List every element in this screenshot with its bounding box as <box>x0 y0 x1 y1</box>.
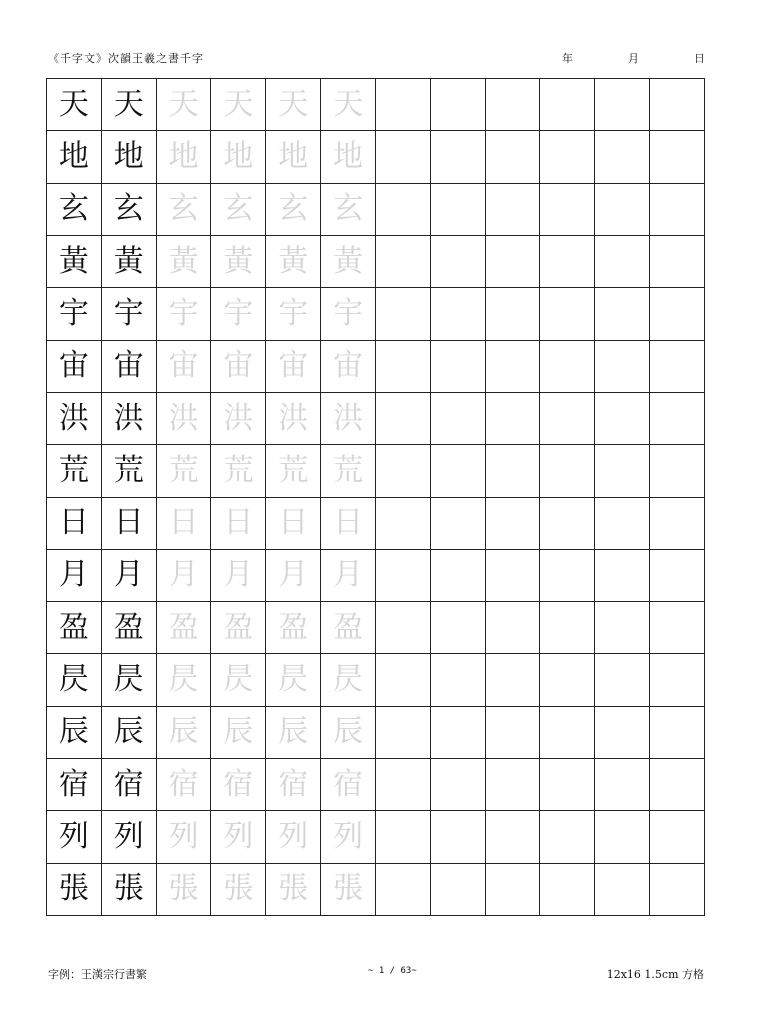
reference-character: 玄 <box>47 184 102 236</box>
trace-character: 荒 <box>211 445 266 497</box>
sample-character: 辰 <box>102 707 157 759</box>
trace-character: 黃 <box>157 236 212 288</box>
empty-practice-cell <box>431 445 486 497</box>
empty-practice-cell <box>650 236 705 288</box>
empty-practice-cell <box>431 759 486 811</box>
empty-practice-cell <box>486 445 541 497</box>
empty-practice-cell <box>376 707 431 759</box>
reference-character: 日 <box>47 498 102 550</box>
sample-character: 宇 <box>102 288 157 340</box>
page-footer <box>48 966 704 982</box>
trace-character: 宙 <box>266 341 321 393</box>
trace-character: 洪 <box>266 393 321 445</box>
empty-practice-cell <box>540 811 595 863</box>
page-header <box>48 50 704 68</box>
trace-character: 辰 <box>211 707 266 759</box>
trace-character: 張 <box>321 864 376 916</box>
trace-character: 昃 <box>266 654 321 706</box>
trace-character: 玄 <box>157 184 212 236</box>
trace-character: 列 <box>321 811 376 863</box>
trace-character: 昃 <box>321 654 376 706</box>
trace-character: 列 <box>211 811 266 863</box>
empty-practice-cell <box>486 602 541 654</box>
empty-practice-cell <box>486 236 541 288</box>
date-month-label: 月 <box>628 52 639 65</box>
font-example-label: 字例：王漢宗行書繁 <box>48 968 147 981</box>
empty-practice-cell <box>486 393 541 445</box>
trace-character: 日 <box>157 498 212 550</box>
trace-character: 宿 <box>211 759 266 811</box>
empty-practice-cell <box>540 759 595 811</box>
practice-grid <box>46 78 705 916</box>
trace-character: 天 <box>321 79 376 131</box>
empty-practice-cell <box>595 550 650 602</box>
trace-character: 黃 <box>321 236 376 288</box>
empty-practice-cell <box>540 393 595 445</box>
empty-practice-cell <box>595 864 650 916</box>
trace-character: 月 <box>211 550 266 602</box>
sample-character: 日 <box>102 498 157 550</box>
trace-character: 天 <box>157 79 212 131</box>
empty-practice-cell <box>595 131 650 183</box>
sample-character: 宙 <box>102 341 157 393</box>
empty-practice-cell <box>431 864 486 916</box>
empty-practice-cell <box>376 445 431 497</box>
empty-practice-cell <box>376 654 431 706</box>
empty-practice-cell <box>540 288 595 340</box>
sample-character: 地 <box>102 131 157 183</box>
empty-practice-cell <box>376 393 431 445</box>
date-year-label: 年 <box>562 52 573 65</box>
empty-practice-cell <box>595 759 650 811</box>
sample-character: 宿 <box>102 759 157 811</box>
empty-practice-cell <box>486 707 541 759</box>
empty-practice-cell <box>595 288 650 340</box>
reference-character: 地 <box>47 131 102 183</box>
empty-practice-cell <box>650 759 705 811</box>
sample-character: 盈 <box>102 602 157 654</box>
empty-practice-cell <box>486 79 541 131</box>
sample-character: 昃 <box>102 654 157 706</box>
sample-character: 張 <box>102 864 157 916</box>
empty-practice-cell <box>486 811 541 863</box>
empty-practice-cell <box>376 498 431 550</box>
trace-character: 玄 <box>266 184 321 236</box>
empty-practice-cell <box>650 602 705 654</box>
empty-practice-cell <box>431 498 486 550</box>
trace-character: 張 <box>266 864 321 916</box>
trace-character: 宇 <box>321 288 376 340</box>
grid-spec-label: 12x16 1.5cm 方格 <box>606 968 704 981</box>
trace-character: 月 <box>157 550 212 602</box>
date-day-label: 日 <box>694 52 705 65</box>
reference-character: 盈 <box>47 602 102 654</box>
trace-character: 昃 <box>157 654 212 706</box>
trace-character: 地 <box>157 131 212 183</box>
empty-practice-cell <box>431 602 486 654</box>
empty-practice-cell <box>595 445 650 497</box>
empty-practice-cell <box>650 707 705 759</box>
empty-practice-cell <box>650 131 705 183</box>
empty-practice-cell <box>376 131 431 183</box>
trace-character: 宿 <box>266 759 321 811</box>
empty-practice-cell <box>431 811 486 863</box>
reference-character: 洪 <box>47 393 102 445</box>
empty-practice-cell <box>540 79 595 131</box>
reference-character: 黃 <box>47 236 102 288</box>
reference-character: 張 <box>47 864 102 916</box>
trace-character: 黃 <box>211 236 266 288</box>
empty-practice-cell <box>595 811 650 863</box>
empty-practice-cell <box>540 654 595 706</box>
trace-character: 列 <box>266 811 321 863</box>
trace-character: 列 <box>157 811 212 863</box>
reference-character: 昃 <box>47 654 102 706</box>
empty-practice-cell <box>376 79 431 131</box>
reference-character: 宿 <box>47 759 102 811</box>
empty-practice-cell <box>540 864 595 916</box>
empty-practice-cell <box>431 393 486 445</box>
empty-practice-cell <box>376 184 431 236</box>
empty-practice-cell <box>540 236 595 288</box>
page-number: ~ 1 / 63~ <box>368 966 417 976</box>
empty-practice-cell <box>431 550 486 602</box>
trace-character: 盈 <box>211 602 266 654</box>
reference-character: 宇 <box>47 288 102 340</box>
empty-practice-cell <box>540 707 595 759</box>
empty-practice-cell <box>376 236 431 288</box>
trace-character: 月 <box>321 550 376 602</box>
trace-character: 盈 <box>157 602 212 654</box>
empty-practice-cell <box>595 654 650 706</box>
empty-practice-cell <box>486 288 541 340</box>
trace-character: 洪 <box>321 393 376 445</box>
empty-practice-cell <box>595 79 650 131</box>
empty-practice-cell <box>650 864 705 916</box>
reference-character: 辰 <box>47 707 102 759</box>
empty-practice-cell <box>486 131 541 183</box>
empty-practice-cell <box>486 759 541 811</box>
empty-practice-cell <box>650 811 705 863</box>
trace-character: 地 <box>266 131 321 183</box>
empty-practice-cell <box>431 79 486 131</box>
empty-practice-cell <box>595 236 650 288</box>
sample-character: 月 <box>102 550 157 602</box>
empty-practice-cell <box>540 602 595 654</box>
trace-character: 辰 <box>157 707 212 759</box>
trace-character: 天 <box>266 79 321 131</box>
empty-practice-cell <box>595 602 650 654</box>
empty-practice-cell <box>540 184 595 236</box>
trace-character: 日 <box>211 498 266 550</box>
empty-practice-cell <box>650 550 705 602</box>
sample-character: 黃 <box>102 236 157 288</box>
empty-practice-cell <box>650 654 705 706</box>
trace-character: 黃 <box>266 236 321 288</box>
trace-character: 地 <box>211 131 266 183</box>
empty-practice-cell <box>486 498 541 550</box>
empty-practice-cell <box>540 498 595 550</box>
empty-practice-cell <box>650 288 705 340</box>
empty-practice-cell <box>376 288 431 340</box>
empty-practice-cell <box>540 131 595 183</box>
empty-practice-cell <box>431 131 486 183</box>
reference-character: 列 <box>47 811 102 863</box>
empty-practice-cell <box>540 445 595 497</box>
sample-character: 玄 <box>102 184 157 236</box>
sample-character: 洪 <box>102 393 157 445</box>
empty-practice-cell <box>431 341 486 393</box>
empty-practice-cell <box>486 550 541 602</box>
trace-character: 盈 <box>321 602 376 654</box>
trace-character: 荒 <box>157 445 212 497</box>
trace-character: 宙 <box>211 341 266 393</box>
trace-character: 宿 <box>157 759 212 811</box>
empty-practice-cell <box>376 602 431 654</box>
empty-practice-cell <box>595 393 650 445</box>
trace-character: 地 <box>321 131 376 183</box>
empty-practice-cell <box>650 498 705 550</box>
empty-practice-cell <box>540 550 595 602</box>
trace-character: 宙 <box>321 341 376 393</box>
trace-character: 日 <box>321 498 376 550</box>
empty-practice-cell <box>650 393 705 445</box>
empty-practice-cell <box>595 184 650 236</box>
trace-character: 荒 <box>321 445 376 497</box>
empty-practice-cell <box>595 707 650 759</box>
empty-practice-cell <box>431 707 486 759</box>
empty-practice-cell <box>376 759 431 811</box>
empty-practice-cell <box>650 445 705 497</box>
trace-character: 張 <box>157 864 212 916</box>
trace-character: 辰 <box>266 707 321 759</box>
empty-practice-cell <box>486 184 541 236</box>
empty-practice-cell <box>431 288 486 340</box>
trace-character: 宇 <box>157 288 212 340</box>
trace-character: 宙 <box>157 341 212 393</box>
sample-character: 天 <box>102 79 157 131</box>
reference-character: 月 <box>47 550 102 602</box>
empty-practice-cell <box>595 498 650 550</box>
sample-character: 列 <box>102 811 157 863</box>
empty-practice-cell <box>376 811 431 863</box>
empty-practice-cell <box>431 184 486 236</box>
reference-character: 荒 <box>47 445 102 497</box>
empty-practice-cell <box>650 341 705 393</box>
sample-character: 荒 <box>102 445 157 497</box>
reference-character: 天 <box>47 79 102 131</box>
trace-character: 天 <box>211 79 266 131</box>
trace-character: 月 <box>266 550 321 602</box>
empty-practice-cell <box>540 341 595 393</box>
trace-character: 洪 <box>211 393 266 445</box>
empty-practice-cell <box>431 654 486 706</box>
trace-character: 宿 <box>321 759 376 811</box>
empty-practice-cell <box>376 864 431 916</box>
trace-character: 日 <box>266 498 321 550</box>
trace-character: 玄 <box>211 184 266 236</box>
trace-character: 昃 <box>211 654 266 706</box>
empty-practice-cell <box>650 79 705 131</box>
trace-character: 盈 <box>266 602 321 654</box>
empty-practice-cell <box>486 341 541 393</box>
trace-character: 宇 <box>211 288 266 340</box>
empty-practice-cell <box>376 341 431 393</box>
empty-practice-cell <box>486 864 541 916</box>
empty-practice-cell <box>376 550 431 602</box>
empty-practice-cell <box>431 236 486 288</box>
trace-character: 辰 <box>321 707 376 759</box>
trace-character: 荒 <box>266 445 321 497</box>
reference-character: 宙 <box>47 341 102 393</box>
empty-practice-cell <box>595 341 650 393</box>
empty-practice-cell <box>650 184 705 236</box>
trace-character: 玄 <box>321 184 376 236</box>
trace-character: 洪 <box>157 393 212 445</box>
trace-character: 宇 <box>266 288 321 340</box>
worksheet-title: 《千字文》次韻王羲之書千字 <box>48 52 204 65</box>
trace-character: 張 <box>211 864 266 916</box>
empty-practice-cell <box>486 654 541 706</box>
